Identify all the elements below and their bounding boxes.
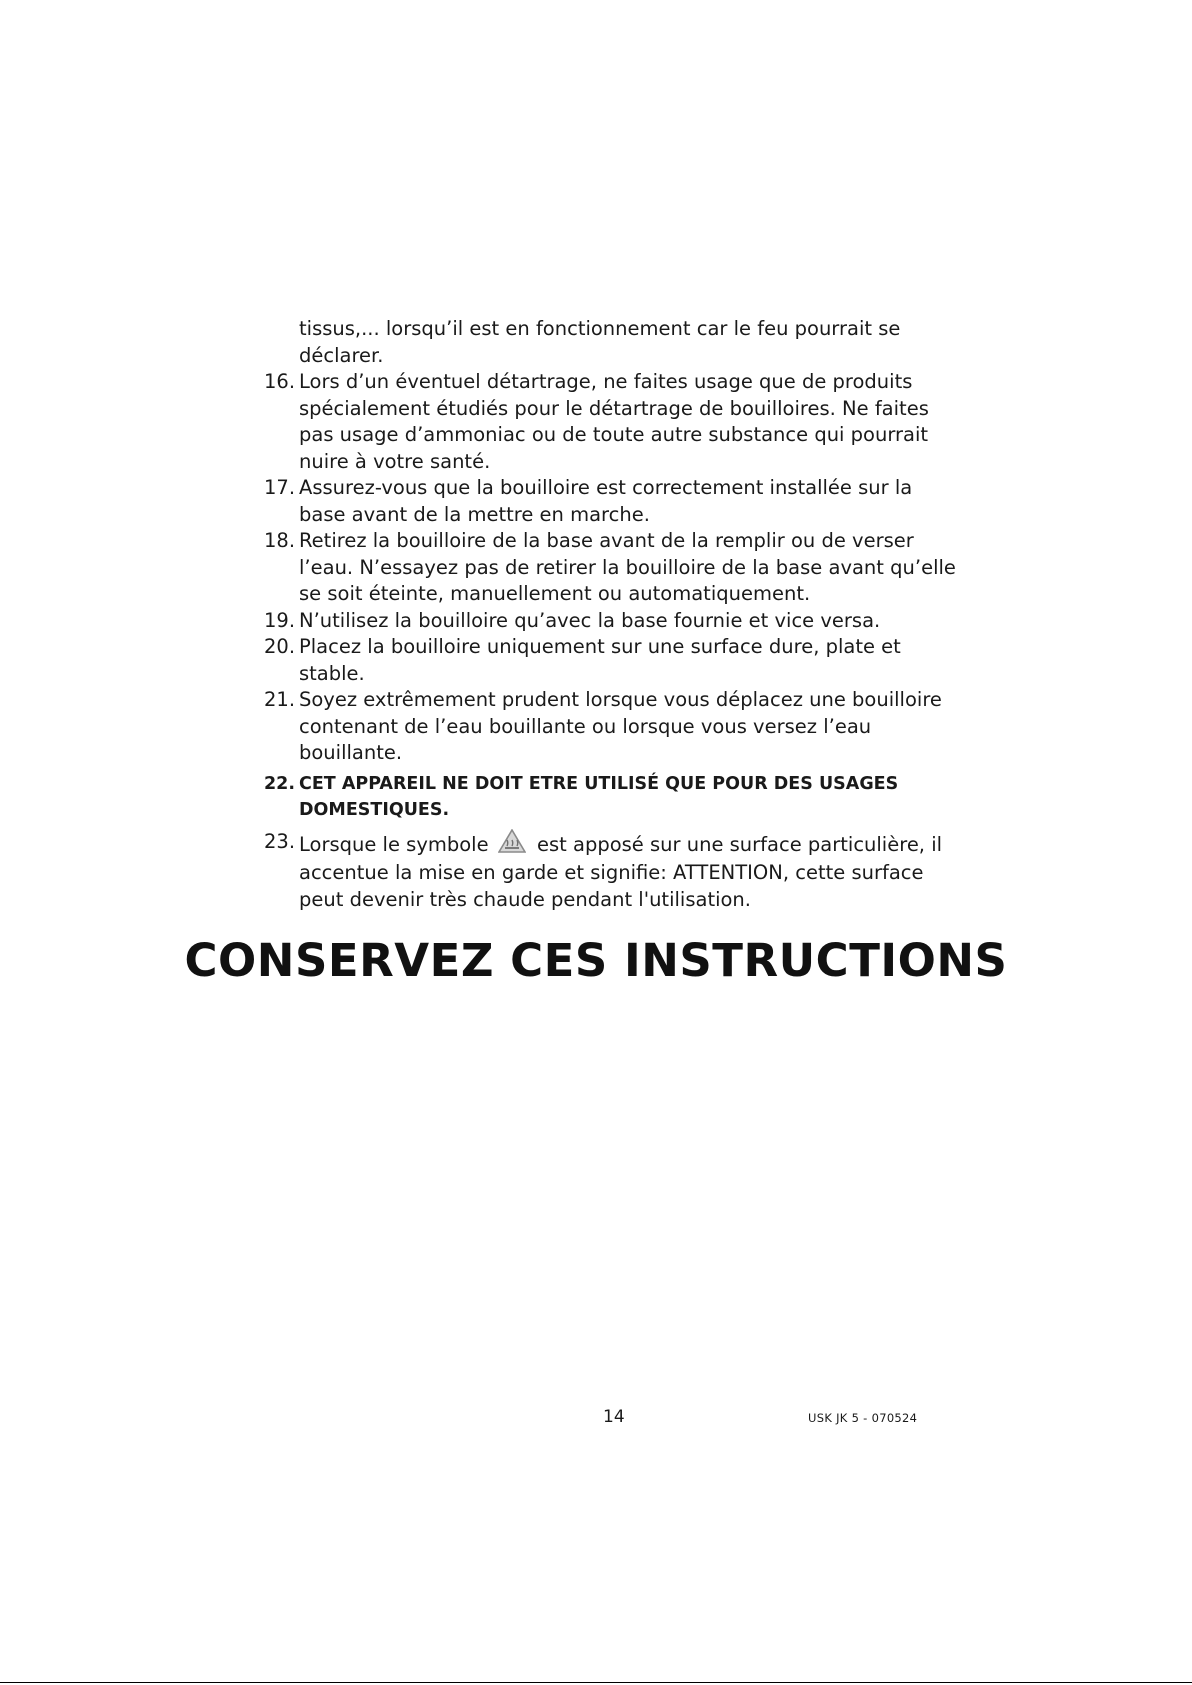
list-item-16 — [264, 369, 964, 475]
item-number: 21. — [264, 688, 296, 711]
list-item-continuation — [264, 316, 964, 369]
item-text: tissus,... lorsqu’il est en fonctionnement car le feu pourrait se déclarer. — [299, 317, 901, 367]
item-number: 23. — [264, 829, 296, 853]
hot-surface-warning-icon — [498, 829, 526, 861]
item-text: Assurez-vous que la bouilloire est correctement installée sur la base avant de la mettre en marche. — [299, 476, 913, 526]
item-text-after: est apposé sur une surface particulière, il accentue la mise en garde et signifie: ATTENTION, cette surface peut devenir très chaude pendant l'utilisation. — [299, 832, 943, 911]
item-text: Retirez la bouilloire de la base avant de la remplir ou de verser l’eau. N’essayez pas de retirer la bouilloire de la base avant qu’elle se soit éteinte, manuellement ou automatiquement. — [299, 529, 956, 605]
item-text: Placez la bouilloire uniquement sur une surface dure, plate et stable. — [299, 635, 901, 685]
item-text: Soyez extrêmement prudent lorsque vous déplacez une bouilloire contenant de l’eau bouillante ou lorsque vous versez l’eau bouillante. — [299, 688, 942, 764]
list-item-21 — [264, 687, 964, 767]
list-item-18 — [264, 528, 964, 608]
item-number: 18. — [264, 529, 296, 552]
item-text: CET APPAREIL NE DOIT ETRE UTILISÉ QUE POUR DES USAGES DOMESTIQUES. — [299, 773, 899, 820]
item-text: N’utilisez la bouilloire qu’avec la base fournie et vice versa. — [299, 608, 881, 632]
page-number: 14 — [603, 1407, 625, 1427]
instructions-list — [264, 316, 964, 913]
item-text: Lors d’un éventuel détartrage, ne faites usage que de produits spécialement étudiés pour le détartrage de bouilloires. Ne faites pas usage d’ammoniac ou de toute autre substance qui pourrait nuire à votre santé. — [299, 370, 929, 473]
page-heading: CONSERVEZ CES INSTRUCTIONS — [184, 934, 1008, 987]
item-number: 16. — [264, 370, 296, 393]
document-code: USK JK 5 - 070524 — [808, 1411, 918, 1425]
list-item-19 — [264, 608, 964, 635]
item-number: 22. — [264, 773, 296, 794]
item-number: 20. — [264, 635, 296, 658]
list-item-17 — [264, 475, 964, 528]
item-number: 17. — [264, 476, 296, 499]
item-number: 19. — [264, 608, 296, 632]
item-text-before: Lorsque le symbole — [299, 832, 489, 856]
list-item-20 — [264, 634, 964, 687]
bottom-divider — [0, 1682, 1192, 1683]
list-item-22 — [264, 771, 964, 824]
list-item-23 — [264, 829, 964, 914]
